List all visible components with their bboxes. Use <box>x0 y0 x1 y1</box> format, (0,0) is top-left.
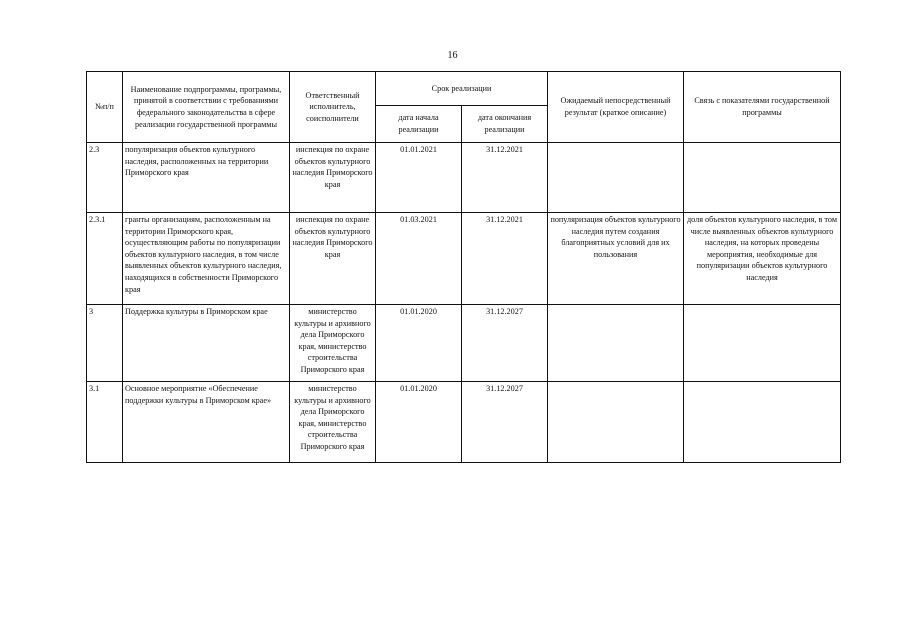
row-link: доля объектов культурного наследия, в том числе выявленных объектов культурного наследия, на которых проведены мероприятия, необходимые для популяризации объектов культурного наследия <box>684 213 841 305</box>
row-num: 2.3.1 <box>87 213 123 305</box>
header-link: Связь с показателями государственной программы <box>684 72 841 143</box>
row-name: Основное мероприятие «Обеспечение поддержки культуры в Приморском крае» <box>123 382 290 463</box>
header-start: дата начала реализации <box>376 106 462 143</box>
table-row <box>87 305 841 382</box>
row-link <box>684 382 841 463</box>
row-result: популяризация объектов культурного наследия путем создания благоприятных условий для их пользования <box>548 213 684 305</box>
header-num: №п/п <box>87 72 123 143</box>
row-executor: министерство культуры и архивного дела Приморского края, министерство строительства Приморского края <box>290 382 376 463</box>
header-result: Ожидаемый непосредственный результат (краткое описание) <box>548 72 684 143</box>
row-num: 2.3 <box>87 143 123 213</box>
row-executor: инспекция по охране объектов культурного наследия Приморского края <box>290 143 376 213</box>
row-executor: инспекция по охране объектов культурного наследия Приморского края <box>290 213 376 305</box>
table-row <box>87 382 841 463</box>
header-name: Наименование подпрограммы, программы, принятой в соответствии с требованиями федерального законодательства в сфере реализации государственной программы <box>123 72 290 143</box>
table-row <box>87 143 841 213</box>
row-end: 31.12.2027 <box>462 382 548 463</box>
header-row <box>87 72 841 106</box>
row-result <box>548 305 684 382</box>
row-start: 01.01.2021 <box>376 143 462 213</box>
row-num: 3.1 <box>87 382 123 463</box>
row-start: 01.01.2020 <box>376 382 462 463</box>
header-period: Срок реализации <box>376 72 548 106</box>
header-end: дата окончания реализации <box>462 106 548 143</box>
row-result <box>548 143 684 213</box>
row-link <box>684 143 841 213</box>
row-start: 01.03.2021 <box>376 213 462 305</box>
row-start: 01.01.2020 <box>376 305 462 382</box>
program-table <box>86 71 841 463</box>
row-name: Поддержка культуры в Приморском крае <box>123 305 290 382</box>
row-name: гранты организациям, расположенным на территории Приморского края, осуществляющим работы по популяризации объектов культурного наследия, в том числе выявленных объектов культурного наследия, находящихся в собственности Приморского края <box>123 213 290 305</box>
row-end: 31.12.2021 <box>462 213 548 305</box>
row-num: 3 <box>87 305 123 382</box>
row-name: популяризация объектов культурного наследия, расположенных на территории Приморского края <box>123 143 290 213</box>
row-executor: министерство культуры и архивного дела Приморского края, министерство строительства Приморского края <box>290 305 376 382</box>
row-end: 31.12.2021 <box>462 143 548 213</box>
page-number: 16 <box>447 50 458 61</box>
table-row <box>87 213 841 305</box>
row-end: 31.12.2027 <box>462 305 548 382</box>
row-link <box>684 305 841 382</box>
header-executor: Ответственный исполнитель, соисполнители <box>290 72 376 143</box>
row-result <box>548 382 684 463</box>
